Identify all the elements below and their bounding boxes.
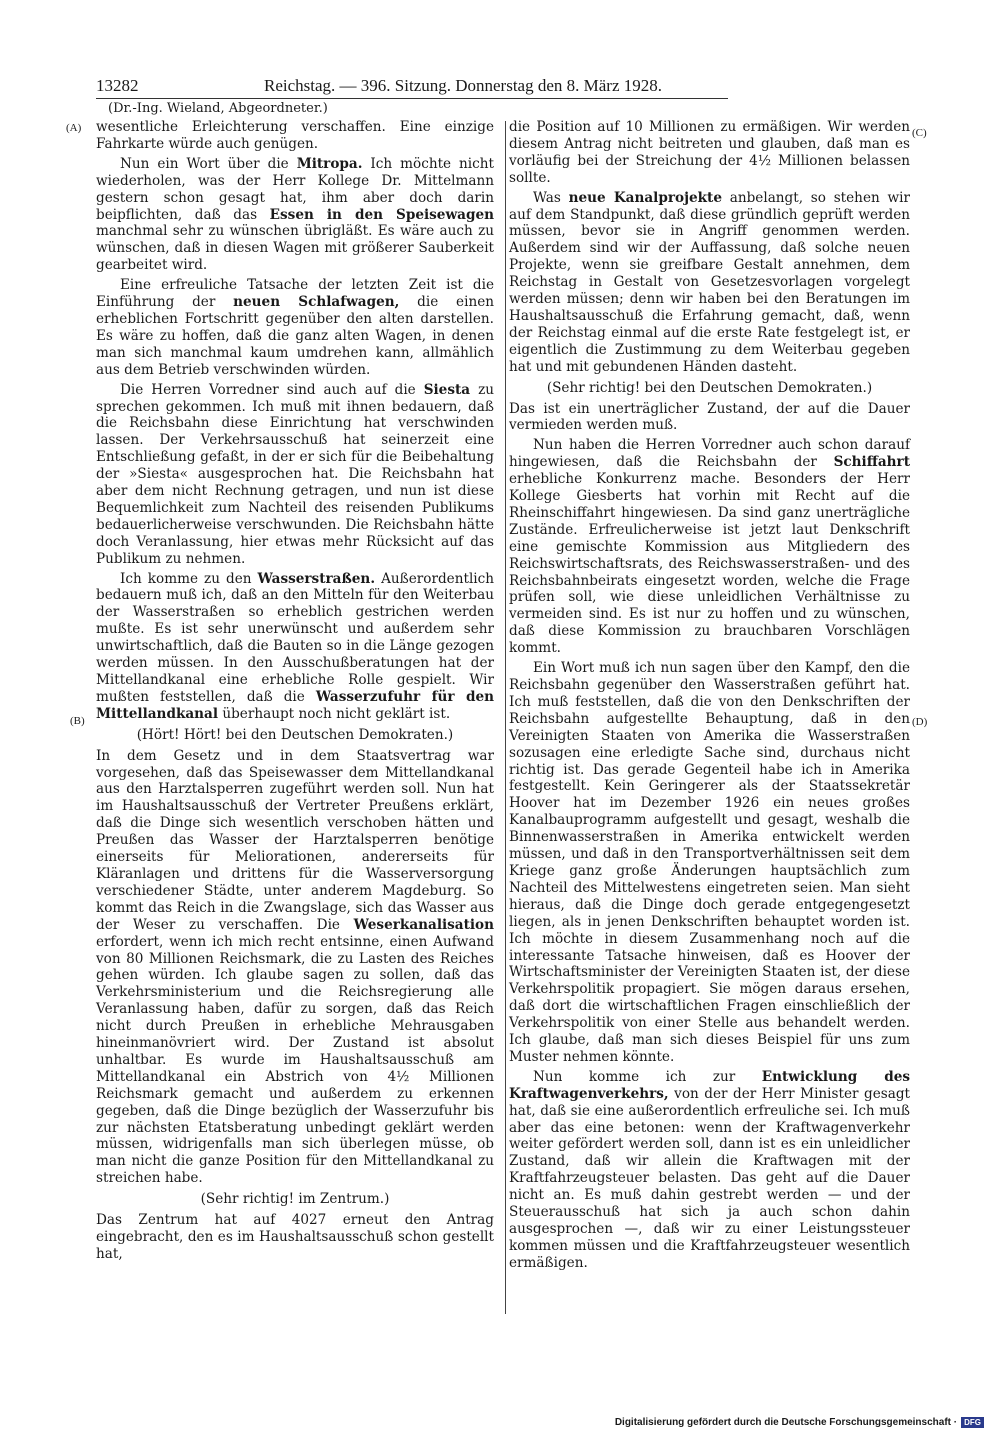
page-number: 13282 [96,76,139,95]
page-header [96,76,728,99]
margin-mark-d: (D) [912,716,928,728]
paragraph: Nun ein Wort über die Mitropa. Ich möchte nicht wiederholen, was der Herr Kollege Dr. Mittelmann gestern schon gesagt hat, ihm aber doch darin beipflichten, daß das Essen in den Speisewagen manchmal sehr zu wünschen übrigläßt. Es wäre auch zu wünschen, daß in diesen Wagen mit größerer Sauberkeit gearbeitet wird. [96,155,495,274]
paragraph: Das Zentrum hat auf 4027 erneut den Antrag eingebracht, den es im Haushaltsausschuß schon gestellt hat, [96,1212,494,1262]
paragraph: Ich komme zu den Wasserstraßen. Außerordentlich bedauern muß ich, daß an den Mitteln für den Weiterbau der Wasserstraßen so erheblich gestrichen werden mußte. Es ist sehr unerwünscht und außerdem sehr unwirtschaftlich, daß die Bauten so in die Länge gezogen werden müssen. In den Ausschußberatungen hat der Mittellandkanal eine erhebliche Rolle gespielt. Wir mußten feststellen, daß die Wasserzufuhr für den Mittellandkanal überhaupt noch nicht geklärt ist. [96,570,495,722]
footer-text: Digitalisierung gefördert durch die Deutsche Forschungsgemeinschaft · [614,1417,958,1428]
paragraph: Ein Wort muß ich nun sagen über den Kampf, den die Reichsbahn gegenüber den Wasserstraßen geführt hat. Ich muß feststellen, daß die von den Denkschriften der Reichsbahn aufgestellte Behauptung, daß in den Vereinigten Staaten von Amerika die Wasserstraßen sozusagen eine erledigte Sache sind, durchaus nicht richtig ist. Das gerade Gegenteil habe ich in Amerika festgestellt. Kein Geringerer als der Staatssekretär Hoover hat im Dezember 1926 ein neues großes Kanalbauprogramm aufgestellt und gesagt, weshalb die Binnenwasserstraßen in Amerika entwickelt werden müssen, und daß in den Transportverhältnissen seit dem Kriege ganz große Änderungen hauptsächlich zum Nachteil des Mittelwestens eingetreten seien. Man sieht hieraus, daß die Dinge doch gerade entgegengesetzt liegen, als in jenen Denkschriften behauptet worden ist. Ich möchte in diesem Zusammenhang noch auf die interessante Tatsache hinweisen, daß es Hoover der Wirtschaftsminister der Vereinigten Staaten ist, der diese Verkehrspolitik propagiert. Sie mögen daraus ersehen, daß dort die wirtschaftlichen Fragen einschließlich der Verkehrspolitik von einer Stelle aus behandelt werden. Ich glaube, daß man sich dieses Beispiel für uns zum Muster nehmen könnte. [509,660,910,1065]
dfg-logo: DFG [961,1417,984,1428]
paragraph: wesentliche Erleichterung verschaffen. Eine einzige Fahrkarte würde auch genügen. [96,119,494,152]
interjection: (Sehr richtig! bei den Deutschen Demokraten.) [546,379,873,396]
margin-mark-b: (B) [70,715,85,727]
paragraph: die Position auf 10 Millionen zu ermäßigen. Wir werden diesem Antrag nicht beitreten und glauben, daß man es vorläufig bei der Streichung der 4½ Millionen belassen sollte. [509,119,910,186]
left-column [96,119,494,1263]
margin-mark-a: (A) [66,122,82,134]
paragraph: Eine erfreuliche Tatsache der letzten Zeit ist die Einführung der neuen Schlafwagen, die einen erheblichen Fortschritt gegenüber den alten darstellen. Es wäre zu hoffen, daß die ganz alten Wagen, in denen man sich manchmal kaum umdrehen kann, allmählich aus dem Betrieb verschwinden würden. [96,277,494,378]
column-divider [505,121,506,1314]
paragraph: In dem Gesetz und in dem Staatsvertrag war vorgesehen, daß das Speisewasser dem Mittellandkanal aus den Harztalsperren zugeführt werden soll. Nun hat im Haushaltsausschuß der Vertreter Preußens erklärt, daß die Dinge sich wesentlich verschoben hätten und Preußen das Wasser der Harztalsperren benötige einerseits für Meliorationen, andererseits für Kläranlagen und drittens für die Wasserversorgung verschiedener Städte, unter anderem Magdeburg. So kommt das Reich in die Zwangslage, sich das Wasser aus der Weser zu verschaffen. Die Weserkanalisation erfordert, wenn ich mich recht entsinne, einen Aufwand von 80 Millionen Reichsmark, die zu Lasten des Reiches gehen würden. Ich glaube sagen zu sollen, daß das Verkehrsministerium und die Reichsregierung alle Veranlassung haben, dafür zu sorgen, daß das Reich nicht durch Preußen in erhebliche Mehrausgaben hineinmanövriert wird. Der Zustand ist absolut unhaltbar. Es wurde im Haushaltsausschuß am Mittellandkanal ein Abstrich von 4½ Millionen Reichsmark gemacht und außerdem zu erkennen gegeben, daß die Dinge bezüglich der Wasserzufuhr bis zur nächsten Etatsberatung unbedingt geklärt werden müssen, widrigenfalls man sich überlegen müsse, ob man nicht die ganze Position für den Mittellandkanal zu streichen habe. [96,747,494,1187]
interjection: (Hört! Hört! bei den Deutschen Demokraten.) [136,726,454,743]
speaker-line: (Dr.-Ing. Wieland, Abgeordneter.) [108,101,328,116]
paragraph: Die Herren Vorredner sind auch auf die Siesta zu sprechen gekommen. Ich muß mit ihnen bedauern, daß die Reichsbahn diese Einrichtung hat verschwinden lassen. Der Verkehrsausschuß hat seinerzeit eine Entschließung gefaßt, in der er sich für die Beibehaltung der »Siesta« ausgesprochen hat. Die Reichsbahn hat aber dem nicht Rechnung getragen, und nun ist diese Bequemlichkeit zum Nachteil des reisenden Publikums bedauerlicherweise verschwunden. Die Reichsbahn hätte doch Veranlassung, hier etwas mehr Rücksicht auf das Publikum zu nehmen. [96,381,494,567]
paragraph: Was neue Kanalprojekte anbelangt, so stehen wir auf dem Standpunkt, daß diese gründlich geprüft werden müssen, bevor sie in Angriff genommen werden. Außerdem sind wir der Auffassung, daß solche neuen Projekte, wenn sie greifbare Gestalt annehmen, dem Reichstag in Gestalt von Gesetzesvorlagen vorgelegt werden müssen; denn wir haben bei den Beratungen im Haushaltsausschuß die Erfahrung gemacht, daß, wenn der Reichstag einmal auf die erste Rate festgelegt ist, er eigentlich die Zustimmung zu dem Weiterbau gegeben hat und mit gebundenen Händen dasteht. [509,189,910,375]
paragraph: Nun haben die Herren Vorredner auch schon darauf hingewiesen, daß die Reichsbahn der Schiffahrt erhebliche Konkurrenz mache. Besonders der Herr Kollege Giesberts hat vorhin mit Recht auf die Rheinschiffahrt hingewiesen. Da sind ganz unerträgliche Zustände. Erfreulicherweise ist jetzt laut Denkschrift eine gemischte Kommission aus Mitgliedern des Reichswirtschaftsrats, des Reichswasserstraßen- und des Reichsbahnbeirats eingesetzt worden, welche die Frage prüfen soll, wie diese unleidlichen Verhältnisse zu vermeiden sind. Es ist nur zu hoffen und zu wünschen, daß diese Kommission zu brauchbaren Vorschlägen kommt. [509,437,910,657]
margin-mark-c: (C) [912,127,927,139]
paragraph: Nun komme ich zur Entwicklung des Kraftwagenverkehrs, von der der Herr Minister gesagt hat, daß sie eine außerordentlich erfreuliche sei. Ich muß aber das eine betonen: wenn der Kraftwagenverkehr weiter gefördert werden soll, dann ist es ein unleidlicher Zustand, daß wir allein die Kraftwagen mit der Kraftfahrzeugsteuer belasten. Das geht auf die Dauer nicht an. Es muß dahin gestrebt werden — und der Steuerausschuß hat sich ja auch schon dahin ausgesprochen —, daß wir zu einer Leistungssteuer kommen müssen und die Kraftfahrzeugsteuer wesentlich ermäßigen. [509,1068,910,1271]
right-column [509,119,910,1272]
paragraph: Das ist ein unerträglicher Zustand, der auf die Dauer vermieden werden muß. [509,400,910,434]
interjection: (Sehr richtig! im Zentrum.) [200,1191,390,1208]
running-head: Reichstag. — 396. Sitzung. Donnerstag den 8. März 1928. [264,76,663,95]
footer [615,1417,984,1428]
